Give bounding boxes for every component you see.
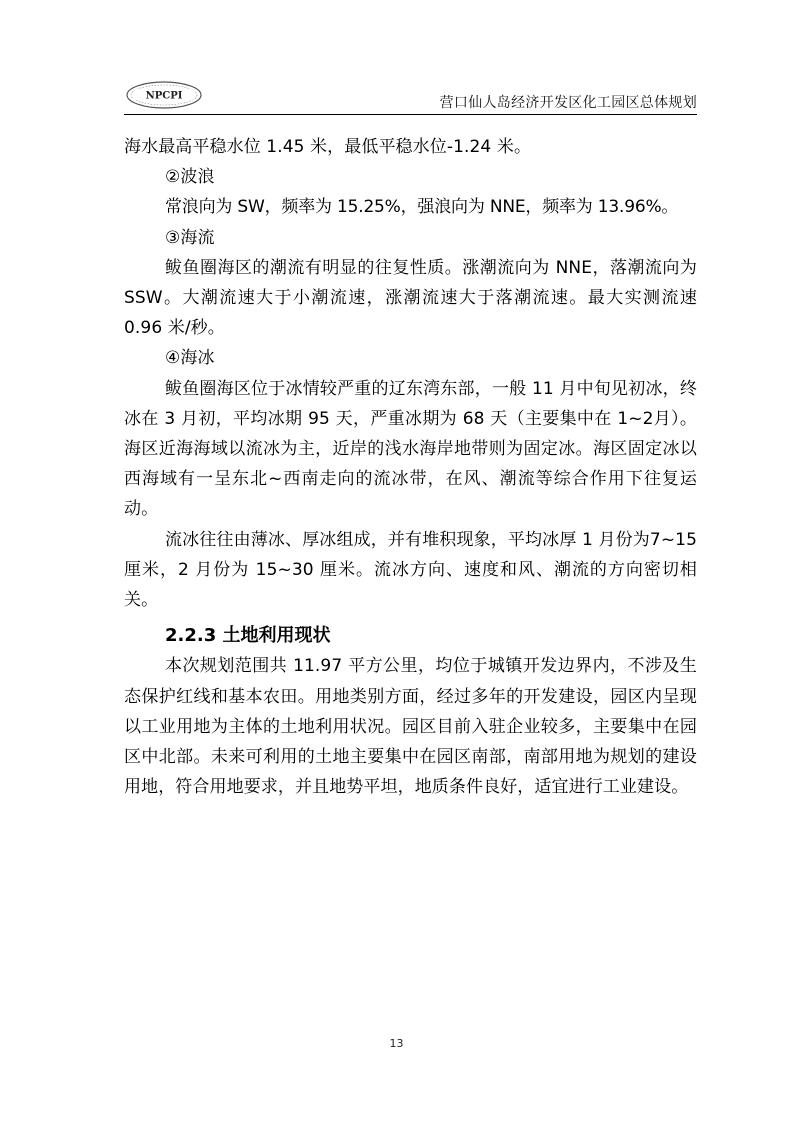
paragraph-currents: 鲅鱼圈海区的潮流有明显的往复性质。涨潮流向为 NNE，落潮流向为 SSW。大潮流速大于小潮流速，涨潮流速大于落潮流速。最大实测流速 0.96 米/秒。 (124, 257, 697, 339)
paragraph-water-level: 海水最高平稳水位 1.45 米，最低平稳水位-1.24 米。 (124, 137, 532, 157)
subheading-sea-ice: ④海冰 (165, 348, 215, 369)
page-header (124, 78, 697, 114)
npcpi-logo-icon (124, 78, 204, 114)
logo-text: NPCPI (145, 90, 183, 102)
page-number: 13 (389, 1037, 404, 1050)
subheading-currents: ③海流 (165, 227, 215, 248)
header-divider (124, 114, 697, 115)
paragraph-sea-ice-1: 鲅鱼圈海区位于冰情较严重的辽东湾东部，一般 11 月中旬见初冰，终冰在 3 月初，平均冰期 95 天，严重冰期为 68 天（主要集中在 1~2月）。海区近海海域以流冰为主，近岸的浅水海岸地带则为固定冰。海区固定冰以西海域有一呈东北~西南走向的流冰带，在风、潮流等综合作用下往复运动。 (124, 378, 697, 520)
main-content (124, 132, 697, 802)
paragraph-waves: 常浪向为 SW，频率为 15.25%，强浪向为 NNE，频率为 13.96%。 (165, 197, 679, 218)
paragraph-sea-ice-2: 流冰往往由薄冰、厚冰组成，并有堆积现象，平均冰厚 1 月份为7~15 厘米，2 月份为 15~30 厘米。流冰方向、速度和风、潮流的方向密切相关。 (124, 529, 697, 611)
subheading-waves: ②波浪 (165, 167, 215, 188)
paragraph-land-use: 本次规划范围共 11.97 平方公里，均位于城镇开发边界内，不涉及生态保护红线和基本农田。用地类别方面，经过多年的开发建设，园区内呈现以工业用地为主体的土地利用状况。园区目前入驻企业较多，主要集中在园区中北部。未来可利用的土地主要集中在园区南部，南部用地为规划的建设用地，符合用地要求，并且地势平坦，地质条件良好，适宜进行工业建设。 (124, 656, 697, 798)
document-title: 营口仙人岛经济开发区化工园区总体规划 (439, 95, 697, 111)
section-heading-land-use: 2.2.3 土地利用现状 (165, 625, 331, 647)
